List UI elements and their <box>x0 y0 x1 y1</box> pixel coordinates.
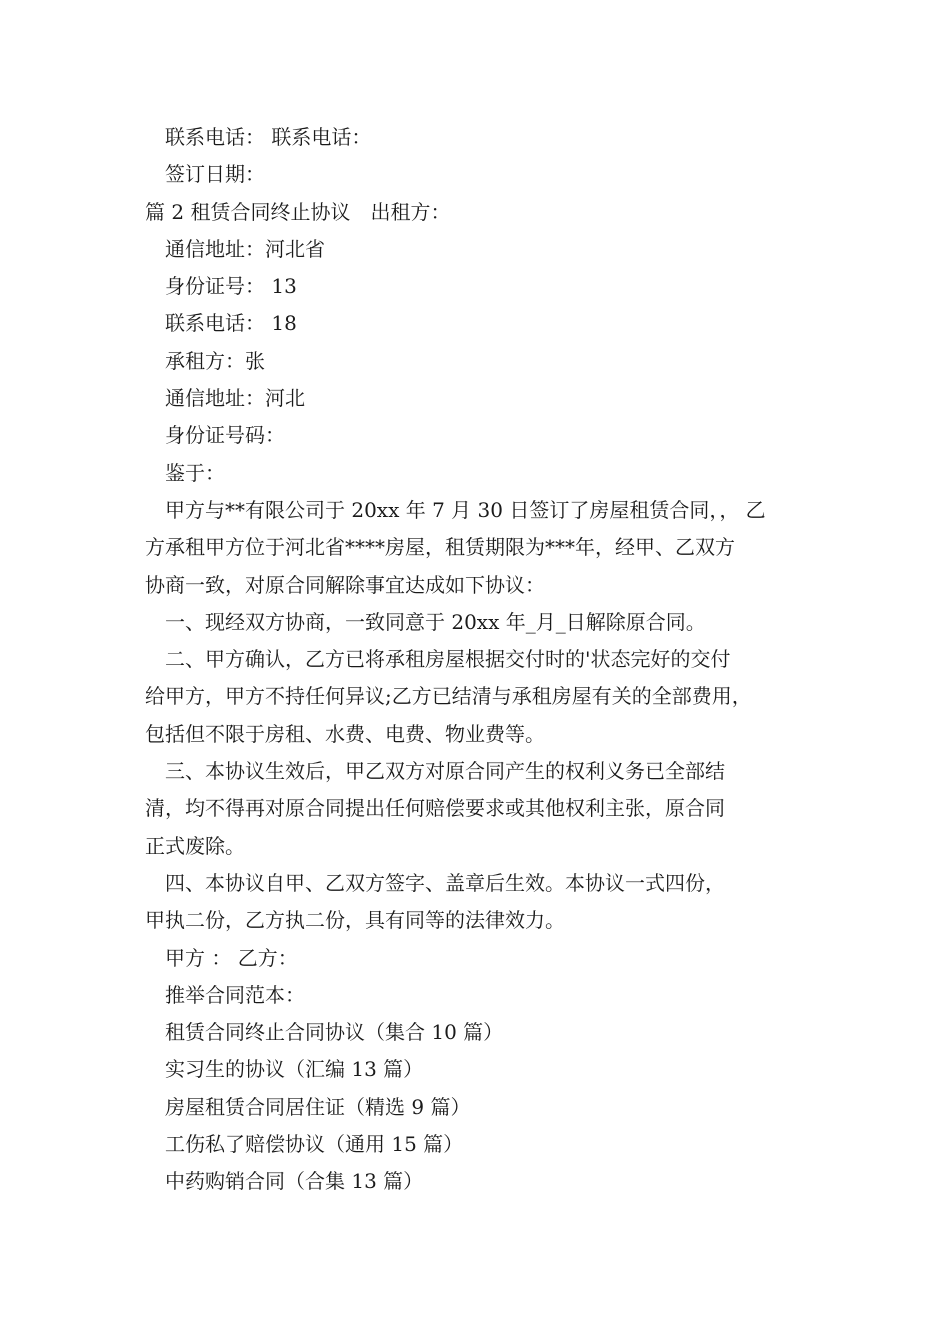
lessee-address-line: 通信地址：河北 <box>165 386 305 411</box>
paragraph-line: 甲方与**有限公司于 20xx 年 7 月 30 日签订了房屋租赁合同，， 乙 <box>165 497 766 522</box>
paragraph-line: 方承租甲方位于河北省****房屋，租赁期限为***年，经甲、乙双方 <box>145 535 735 560</box>
document-body <box>145 119 810 1201</box>
recommend-item-2[interactable]: 实习生的协议（汇编 13 篇） <box>165 1057 424 1082</box>
paragraph-line: 给甲方，甲方不持任何异议;乙方已结清与承租房屋有关的全部费用， <box>145 684 752 709</box>
lessor-address-line: 通信地址：河北省 <box>165 236 325 261</box>
sign-date-line: 签订日期： <box>165 162 265 187</box>
signature-line: 甲方 ： 乙方： <box>165 945 298 970</box>
intro-paragraph <box>145 492 810 604</box>
clause-2-paragraph <box>145 641 810 753</box>
paragraph-line: 三、本协议生效后，甲乙双方对原合同产生的权利义务已全部结 <box>165 759 725 784</box>
phone-pair-line: 联系电话： 联系电话： <box>165 125 372 149</box>
clause-3-paragraph <box>145 753 810 865</box>
paragraph-line: 清，均不得再对原合同提出任何赔偿要求或其他权利主张，原合同 <box>145 796 725 821</box>
paragraph-line: 一、现经双方协商，一致同意于 20xx 年_月_日解除原合同。 <box>165 609 706 634</box>
lessee-line: 承租方：张 <box>165 348 265 373</box>
paragraph-line: 二、甲方确认，乙方已将承租房屋根据交付时的'状态完好的交付 <box>165 647 731 672</box>
whereas-line: 鉴于： <box>165 460 225 485</box>
paragraph-line: 包括但不限于房租、水费、电费、物业费等。 <box>145 721 545 746</box>
lessor-id-line: 身份证号： 13 <box>165 274 297 299</box>
recommend-title: 推举合同范本： <box>165 982 305 1007</box>
clause-4-paragraph <box>145 865 810 940</box>
paragraph-line: 四、本协议自甲、乙双方签字、盖章后生效。本协议一式四份， <box>165 870 725 895</box>
section-heading: 篇 2 租赁合同终止协议 出租方： <box>145 199 451 224</box>
paragraph-line: 甲执二份，乙方执二份，具有同等的法律效力。 <box>145 908 565 933</box>
paragraph-line: 协商一致，对原合同解除事宜达成如下协议： <box>145 572 545 597</box>
recommend-item-4[interactable]: 工伤私了赔偿协议（通用 15 篇） <box>165 1132 464 1157</box>
recommend-item-3[interactable]: 房屋租赁合同居住证（精选 9 篇） <box>165 1094 471 1119</box>
recommend-item-1[interactable]: 租赁合同终止合同协议（集合 10 篇） <box>165 1020 504 1045</box>
lessor-phone-line: 联系电话： 18 <box>165 311 297 336</box>
lessee-id-line: 身份证号码： <box>165 423 285 448</box>
recommend-item-5[interactable]: 中药购销合同（合集 13 篇） <box>165 1169 424 1194</box>
paragraph-line: 正式废除。 <box>145 833 245 858</box>
clause-1-paragraph <box>145 604 810 641</box>
